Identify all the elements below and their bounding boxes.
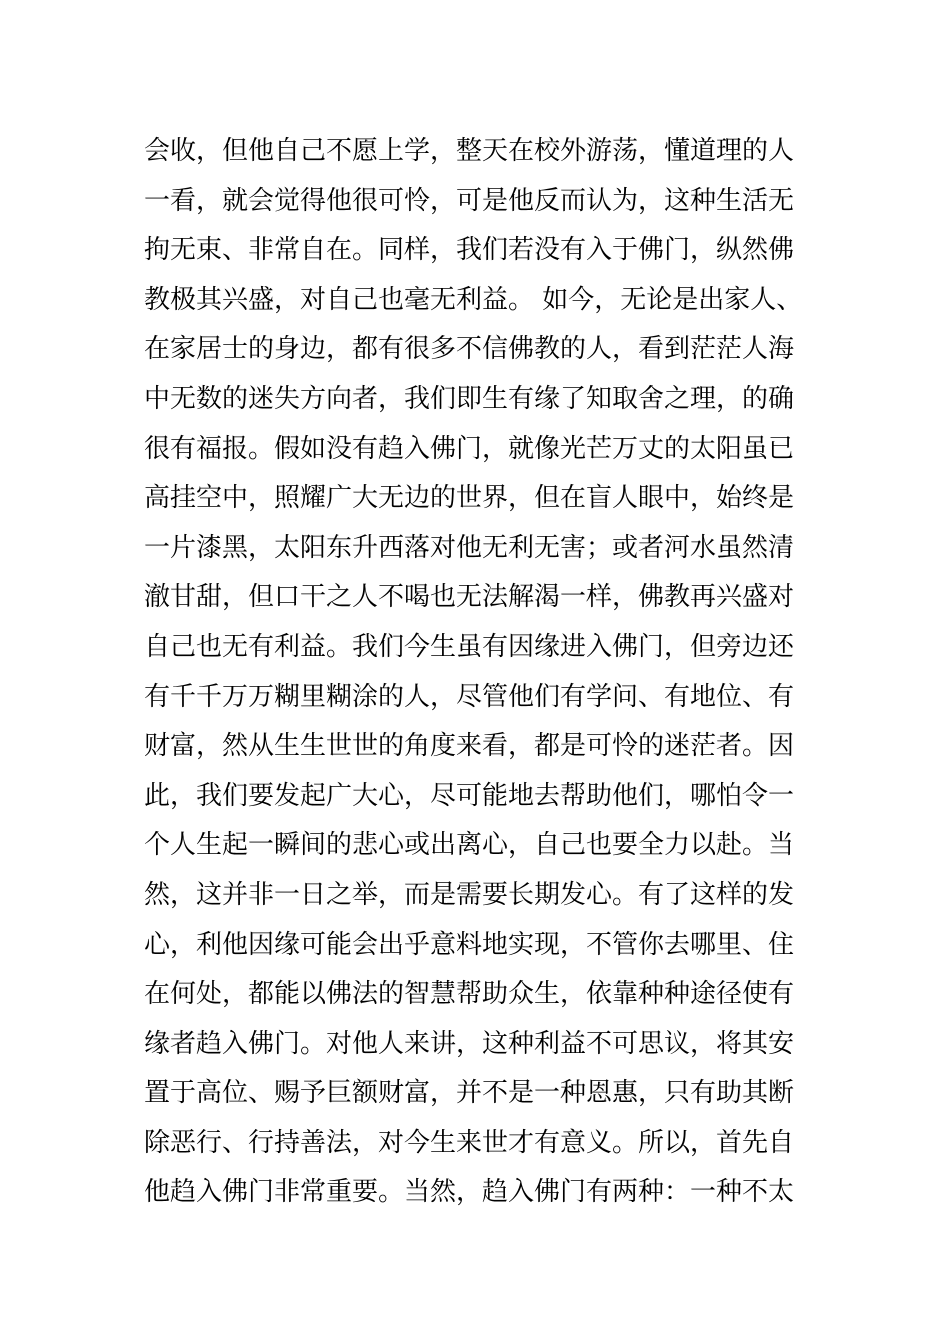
text-line: 一片漆黑，太阳东升西落对他无利无害；或者河水虽然清 <box>144 532 795 563</box>
body-text <box>144 127 804 1218</box>
text-line: 置于高位、赐予巨额财富，并不是一种恩惠，只有助其断 <box>144 1078 795 1109</box>
text-line: 自己也无有利益。我们今生虽有因缘进入佛门，但旁边还 <box>144 631 795 662</box>
text-line: 高挂空中，照耀广大无边的世界，但在盲人眼中，始终是 <box>144 483 795 514</box>
text-line: 在家居士的身边，都有很多不信佛教的人，看到茫茫人海 <box>144 334 795 365</box>
text-line: 拘无束、非常自在。同样，我们若没有入于佛门，纵然佛 <box>144 235 795 266</box>
text-line: 中无数的迷失方向者，我们即生有缘了知取舍之理，的确 <box>144 383 795 414</box>
text-line: 一看，就会觉得他很可怜，可是他反而认为，这种生活无 <box>144 185 795 216</box>
text-line: 有千千万万糊里糊涂的人，尽管他们有学问、有地位、有 <box>144 681 795 712</box>
text-line: 会收，但他自己不愿上学，整天在校外游荡，懂道理的人 <box>144 136 795 166</box>
text-line: 澈甘甜，但口干之人不喝也无法解渴一样，佛教再兴盛对 <box>144 582 795 613</box>
text-line: 在何处，都能以佛法的智慧帮助众生，依靠种种途径使有 <box>144 979 795 1010</box>
text-line: 然，这并非一日之举，而是需要长期发心。有了这样的发 <box>144 879 795 910</box>
text-line: 心，利他因缘可能会出乎意料地实现，不管你去哪里、住 <box>144 929 795 960</box>
text-line: 财富，然从生生世世的角度来看，都是可怜的迷茫者。因 <box>144 731 795 762</box>
text-line: 教极其兴盛，对自己也毫无利益。 如今，无论是出家人、 <box>144 284 803 315</box>
text-line: 个人生起一瞬间的悲心或出离心，自己也要全力以赴。当 <box>144 830 795 861</box>
text-line: 缘者趋入佛门。对他人来讲，这种利益不可思议，将其安 <box>144 1028 795 1059</box>
text-line: 此，我们要发起广大心，尽可能地去帮助他们，哪怕令一 <box>144 780 795 811</box>
text-line: 很有福报。假如没有趋入佛门，就像光芒万丈的太阳虽已 <box>144 433 795 464</box>
text-line: 除恶行、行持善法，对今生来世才有意义。所以，首先自 <box>144 1127 795 1158</box>
text-line: 他趋入佛门非常重要。当然，趋入佛门有两种：一种不太 <box>144 1177 795 1208</box>
